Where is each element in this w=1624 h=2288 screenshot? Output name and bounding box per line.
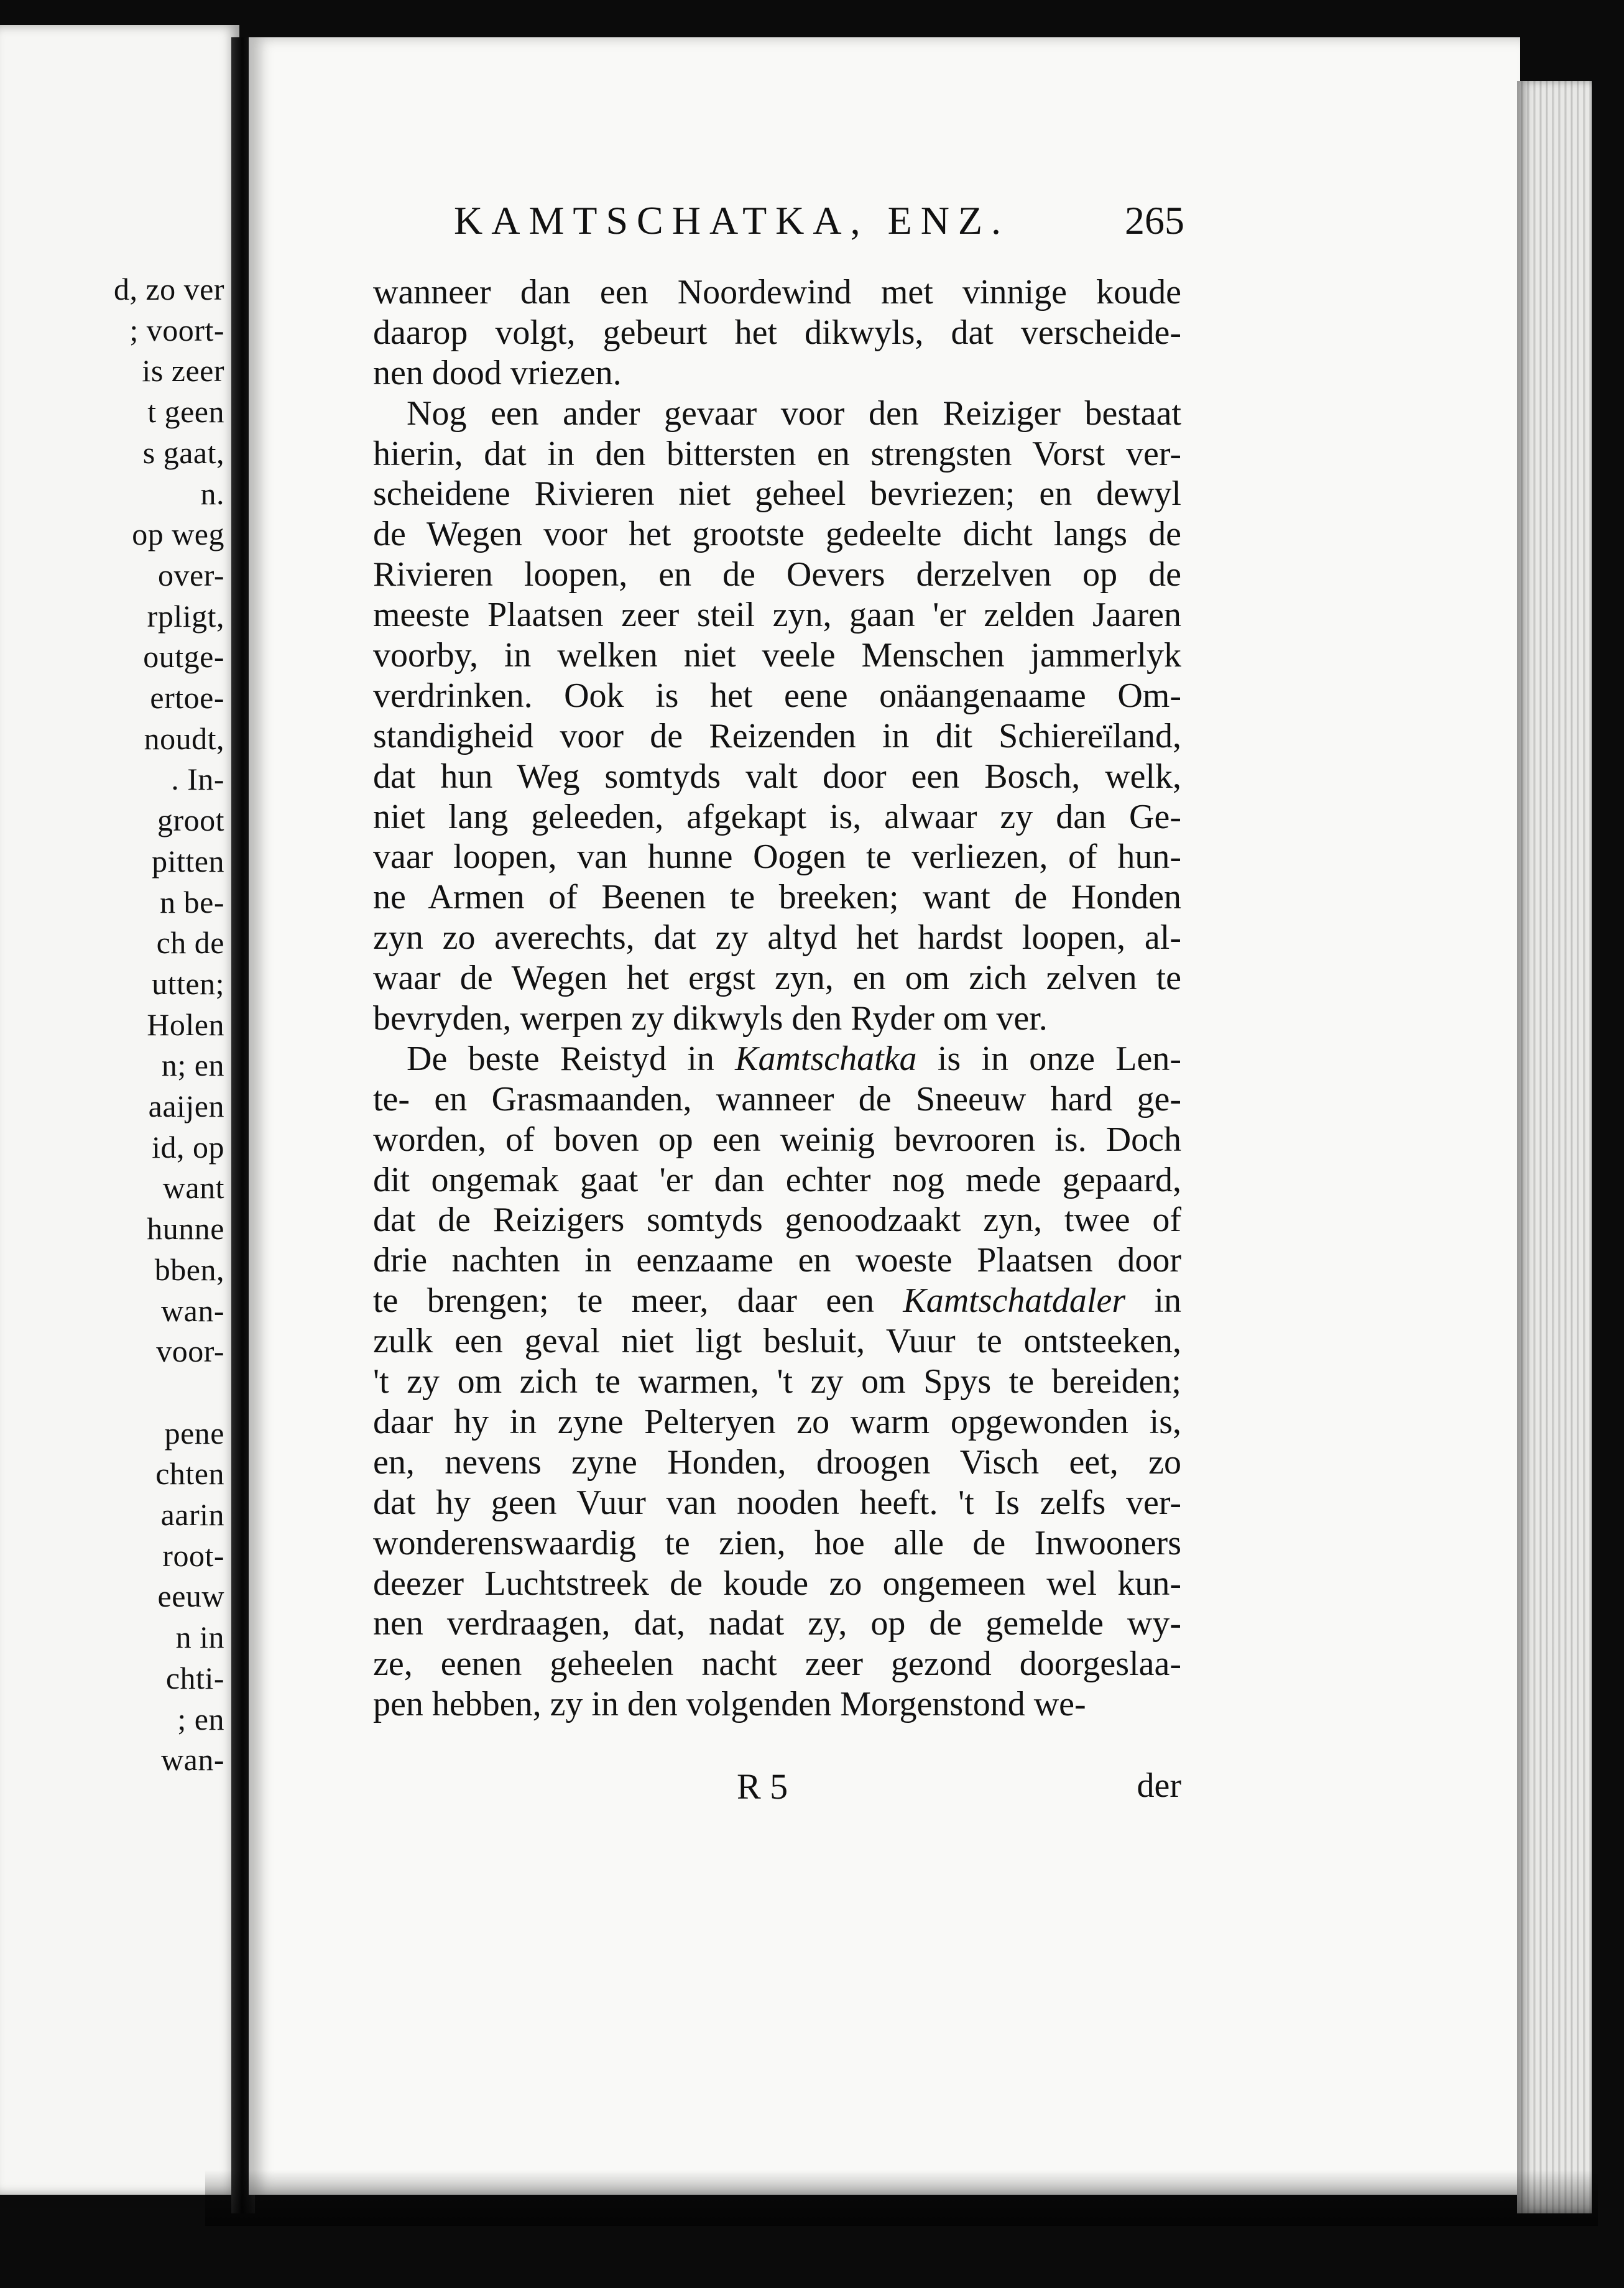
text-line: nen dood vriezen. — [373, 353, 622, 392]
previous-page-line: d, zo ver — [113, 272, 224, 307]
text-line: wanneer dan een Noordewind met vinnige koude — [373, 273, 1181, 311]
text-line: deezer Luchtstreek de koude zo ongemeen wel kun- — [373, 1564, 1181, 1603]
text-line: nen verdraagen, dat, nadat zy, op de gemelde wy- — [373, 1604, 1181, 1643]
previous-page-line: utten; — [152, 966, 224, 1001]
text-line: daar hy in zyne Pelteryen zo warm opgewonden is, — [373, 1402, 1181, 1441]
body-text — [373, 272, 1181, 1725]
previous-page-line: Holen — [147, 1007, 224, 1042]
text-line: Rivieren loopen, en de Oevers derzelven op de — [373, 555, 1181, 594]
previous-page-line: over- — [158, 557, 224, 593]
text-line: zulk een geval niet ligt besluit, Vuur te ontsteeken, — [373, 1322, 1181, 1361]
page-number: 265 — [1125, 198, 1184, 242]
previous-page-line: ertoe- — [150, 680, 224, 715]
previous-page-line: pene — [164, 1415, 224, 1451]
previous-page-line: voor- — [156, 1334, 224, 1369]
running-head — [454, 198, 1184, 247]
previous-page-line: n. — [200, 476, 224, 511]
text-line: verdrinken. Ook is het eene onäangenaame Om- — [373, 676, 1181, 715]
previous-page — [0, 25, 239, 2195]
previous-page-line: n be- — [160, 884, 224, 920]
previous-page-line: wan- — [161, 1742, 224, 1778]
previous-page-line: op weg — [132, 517, 224, 552]
previous-page-line: bben, — [154, 1252, 224, 1287]
page-edges — [1517, 81, 1592, 2213]
text-line: dat de Reizigers somtyds genoodzaakt zyn, twee of — [373, 1201, 1181, 1240]
text-line: hierin, dat in den bittersten en strengsten Vorst ver- — [373, 434, 1181, 473]
text-line: en, nevens zyne Honden, droogen Visch eet, zo — [373, 1442, 1181, 1482]
previous-page-line: ; voort- — [129, 312, 224, 348]
previous-page-line: is zeer — [142, 353, 224, 389]
text-line: pen hebben, zy in den volgenden Morgenstond we- — [373, 1685, 1086, 1724]
text-line: te brengen; te meer, daar een Kamtschatdaler in — [373, 1281, 1181, 1321]
text-line: 't zy om zich te warmen, 't zy om Spys te bereiden; — [373, 1362, 1181, 1401]
previous-page-line: ch de — [156, 925, 224, 961]
text-line: wonderenswaardig te zien, hoe alle de Inwooners — [373, 1523, 1181, 1562]
text-line: ze, eenen geheelen nacht zeer gezond doorgeslaa- — [373, 1644, 1181, 1684]
previous-page-line: . In- — [171, 762, 224, 797]
previous-page-line: root- — [162, 1538, 224, 1573]
previous-page-line: aarin — [160, 1497, 224, 1532]
text-line: niet lang geleeden, afgekapt is, alwaar zy dan Ge- — [373, 797, 1181, 836]
text-line: Nog een ander gevaar voor den Reiziger bestaat — [407, 394, 1181, 433]
previous-page-line: wan- — [161, 1293, 224, 1328]
text-line: bevryden, werpen zy dikwyls den Ryder om ver. — [373, 999, 1048, 1038]
bottom-shadow — [205, 2170, 1598, 2226]
running-title: KAMTSCHATKA, ENZ. — [454, 198, 1010, 242]
text-line: voorby, in welken niet veele Menschen jammerlyk — [373, 636, 1181, 675]
page-footer — [373, 1766, 1181, 1809]
text-line: vaar loopen, van hunne Oogen te verliezen, of hun- — [373, 837, 1181, 877]
previous-page-line: id, op — [152, 1129, 224, 1165]
text-line: meeste Plaatsen zeer steil zyn, gaan 'er zelden Jaaren — [373, 596, 1181, 635]
text-line: ne Armen of Beenen te breeken; want de Honden — [373, 878, 1181, 917]
previous-page-line: noudt, — [144, 721, 224, 756]
previous-page-line: chten — [155, 1456, 224, 1492]
previous-page-line: outge- — [143, 639, 224, 675]
catchword: der — [1137, 1766, 1181, 1805]
previous-page-line: chti- — [165, 1660, 224, 1695]
previous-page-line: t geen — [147, 394, 224, 430]
text-line: De beste Reistyd in Kamtschatka is in onze Len- — [407, 1039, 1181, 1078]
text-line: dat hy geen Vuur van nooden heeft. 't Is zelfs ver- — [373, 1483, 1181, 1522]
text-line: dit ongemak gaat 'er dan echter nog mede gepaard, — [373, 1160, 1181, 1199]
text-line: zyn zo averechts, dat zy altyd het hardst loopen, al- — [373, 918, 1181, 957]
text-line: worden, of boven op een weinig bevrooren is. Doch — [373, 1120, 1181, 1159]
signature-mark: R 5 — [737, 1766, 788, 1807]
previous-page-line: hunne — [147, 1211, 224, 1247]
previous-page-line: groot — [157, 803, 224, 838]
previous-page-line: n in — [175, 1620, 224, 1655]
previous-page-line: pitten — [152, 843, 224, 879]
previous-page-line: ; en — [177, 1701, 224, 1737]
text-line: dat hun Weg somtyds valt door een Bosch, welk, — [373, 757, 1181, 796]
previous-page-line: aaijen — [148, 1089, 224, 1123]
text-line: drie nachten in eenzaame en woeste Plaatsen door — [373, 1241, 1181, 1280]
previous-page-line: rpligt, — [147, 598, 224, 634]
text-line: waar de Wegen het ergst zyn, en om zich zelven te — [373, 959, 1181, 998]
previous-page-line: want — [162, 1170, 224, 1206]
text-line: scheidene Rivieren niet geheel bevriezen; en dewyl — [373, 474, 1181, 514]
previous-page-line: eeuw — [157, 1579, 224, 1614]
text-line: daarop volgt, gebeurt het dikwyls, dat verscheide- — [373, 313, 1181, 352]
text-line: de Wegen voor het grootste gedeelte dicht langs de — [373, 515, 1181, 554]
text-line: standigheid voor de Reizenden in dit Schiereïland, — [373, 716, 1181, 755]
text-line: te- en Grasmaanden, wanneer de Sneeuw hard ge- — [373, 1079, 1181, 1119]
previous-page-line: s gaat, — [142, 435, 224, 470]
previous-page-line: n; en — [161, 1048, 224, 1083]
